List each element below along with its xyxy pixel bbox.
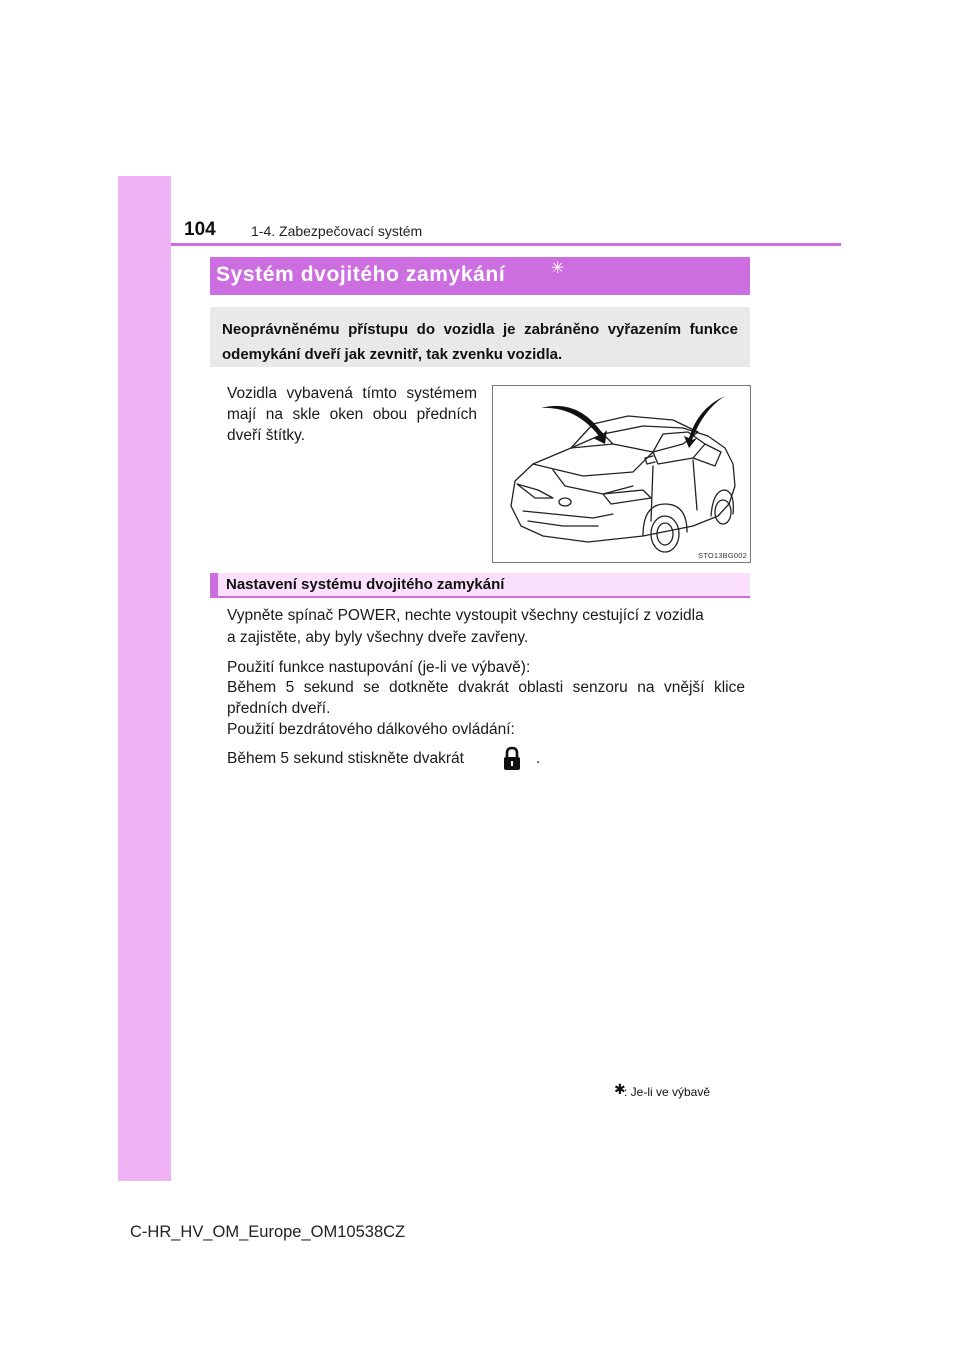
header-rule <box>171 243 841 246</box>
document-code: C-HR_HV_OM_Europe_OM10538CZ <box>130 1223 406 1241</box>
remote-control-heading: Použití bezdrátového dálkového ovládání: <box>227 721 515 738</box>
car-figure <box>492 385 751 563</box>
footnote-text: : Je-li ve výbavě <box>624 1085 711 1099</box>
remote-control-text: Během 5 sekund stiskněte dvakrát <box>227 750 464 767</box>
subheading-text: Nastavení systému dvojitého zamykání <box>226 576 505 593</box>
intro-paragraph: Vozidla vybavená tímto systémem mají na skle oken obou předních dveří štítky. <box>227 385 477 444</box>
page-number: 104 <box>184 219 216 240</box>
car-illustration-icon <box>493 386 750 562</box>
page-title-bar <box>210 257 750 295</box>
footnote-star-icon: ✱ <box>614 1081 626 1097</box>
summary-text: Neoprávněnému přístupu do vozidla je zabráněno vyřazením funkce odemykání dveří jak zevnitř, tak zvenku vozidla. <box>222 321 738 363</box>
lock-icon <box>502 746 522 772</box>
entry-function-text: Během 5 sekund se dotkněte dvakrát oblasti senzoru na vnější klice <box>227 679 745 696</box>
optional-equipment-star-icon: ✳ <box>551 260 565 277</box>
sentence-period: . <box>536 750 541 767</box>
page-title: Systém dvojitého zamykání <box>216 263 506 286</box>
step-paragraph-line: Vypněte spínač POWER, nechte vystoupit všechny cestující z vozidla <box>227 607 704 624</box>
section-title: 1-4. Zabezpečovací systém <box>251 223 423 239</box>
entry-function-heading: Použití funkce nastupování (je-li ve výbavě): <box>227 659 531 676</box>
step-paragraph-line: a zajistěte, aby byly všechny dveře zavřeny. <box>227 629 529 646</box>
subheading <box>210 573 750 598</box>
chapter-sidebar-tab <box>118 176 171 1181</box>
entry-function-text: předních dveří. <box>227 700 331 717</box>
summary-box <box>210 307 750 367</box>
figure-code: STO13BG002 <box>698 551 747 560</box>
